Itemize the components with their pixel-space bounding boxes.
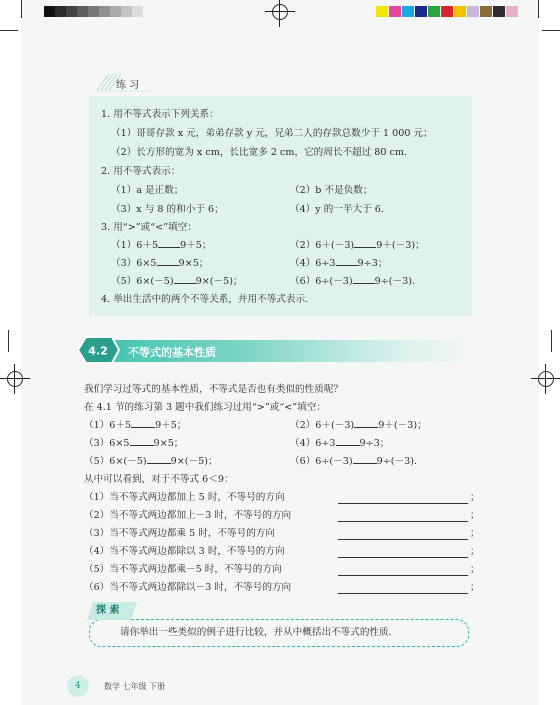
answer-blank-2[interactable]	[338, 521, 468, 522]
statement-3: （3）当不等式两边都乘 5 时，不等号的方向	[84, 528, 275, 539]
answer-blank-4[interactable]	[338, 557, 468, 558]
statement-5-end: ；	[470, 564, 480, 575]
exercise-heading: 练 习	[116, 80, 140, 91]
answer-blank-1[interactable]	[338, 503, 468, 504]
review-item-2: （2）6＋(－3) 9＋(－3)；	[290, 420, 427, 431]
crop-mark	[0, 30, 18, 31]
crop-mark	[551, 330, 552, 352]
color-swatch	[415, 6, 427, 17]
exercise-q3-3: （3）6×5 9×5；	[111, 258, 209, 269]
exercise-q4: 4. 举出生活中的两个不等关系，并用不等式表示.	[101, 294, 309, 305]
statement-3-end: ；	[470, 528, 480, 539]
statement-2-end: ；	[470, 510, 480, 521]
section-title: 不等式的基本性质	[128, 346, 216, 359]
gray-swatch	[110, 6, 121, 17]
intro-line-1: 我们学习过等式的基本性质，不等式是否也有类似的性质呢？	[84, 384, 344, 395]
color-swatch	[402, 6, 414, 17]
color-swatch	[376, 6, 388, 17]
color-swatch	[493, 6, 505, 17]
gray-swatch	[66, 6, 77, 17]
gray-swatch	[132, 6, 143, 17]
color-swatch	[480, 6, 492, 17]
crop-mark	[8, 330, 9, 352]
gray-swatch	[44, 6, 55, 17]
review-item-5: （5）6×(－5) 9×(－5)；	[84, 456, 218, 467]
exercise-q3-2: （2）6＋(－3) 9＋(－3)；	[290, 240, 425, 251]
exercise-q1: 1. 用不等式表示下列关系：	[101, 109, 219, 120]
statement-6: （6）当不等式两边都除以－3 时，不等号的方向	[84, 582, 292, 593]
explore-text: 请你举出一些类似的例子进行比较，并从中概括出不等式的性质.	[120, 627, 392, 638]
gray-swatch	[99, 6, 110, 17]
observe-line: 从中可以看到，对于不等式 6＜9：	[84, 474, 234, 485]
registration-mark-icon	[535, 368, 557, 390]
explore-tag: 探 索	[96, 605, 120, 616]
crop-mark	[21, 0, 22, 18]
crop-mark	[538, 0, 539, 18]
exercise-q1b: （2）长方形的宽为 x cm，长比宽多 2 cm，它的周长不超过 80 cm.	[111, 147, 408, 158]
book-title: 数学 七年级 下册	[104, 682, 166, 691]
section-number: 4.2	[88, 344, 108, 358]
exercise-q2-3: （3）x 与 8 的和小于 6；	[111, 204, 224, 215]
statement-1-end: ；	[470, 492, 480, 503]
review-item-1: （1）6＋5 9＋5；	[84, 420, 187, 431]
color-swatch	[389, 6, 401, 17]
crop-mark	[542, 30, 560, 31]
color-swatch	[441, 6, 453, 17]
color-swatch	[454, 6, 466, 17]
exercise-q2-4: （4）y 的一半大于 6.	[290, 204, 384, 215]
statement-5: （5）当不等式两边都乘－5 时，不等号的方向	[84, 564, 282, 575]
exercise-q2: 2. 用不等式表示：	[101, 166, 181, 177]
intro-line-2: 在 4.1 节的练习第 3 题中我们练习过用“>”或“<”填空：	[84, 402, 326, 413]
statement-1: （1）当不等式两边都加上 5 时，不等号的方向	[84, 492, 285, 503]
statement-4-end: ；	[470, 546, 480, 557]
statement-4: （4）当不等式两边都除以 3 时，不等号的方向	[84, 546, 285, 557]
exercise-q3-5: （5）6×(－5) 9×(－5)；	[111, 276, 243, 287]
registration-mark-icon	[269, 1, 291, 23]
review-item-4: （4）6÷3 9÷3；	[290, 438, 390, 449]
color-swatch	[467, 6, 479, 17]
review-item-6: （6）6÷(－3) 9÷(－3).	[290, 456, 418, 467]
review-item-3: （3）6×5 9×5；	[84, 438, 184, 449]
registration-mark-icon	[4, 368, 26, 390]
answer-blank-3[interactable]	[338, 539, 468, 540]
section-number-badge	[74, 335, 120, 365]
gray-swatch	[55, 6, 66, 17]
exercise-q3-1: （1）6＋5 9＋5；	[111, 240, 212, 251]
statement-6-end: ；	[470, 582, 480, 593]
exercise-q1a: （1）哥哥存款 x 元，弟弟存款 y 元，兄弟二人的存款总数少于 1 000 元；	[111, 128, 433, 139]
answer-blank-5[interactable]	[338, 575, 468, 576]
gray-swatch	[88, 6, 99, 17]
color-swatch	[428, 6, 440, 17]
color-swatch	[506, 6, 518, 17]
page-number: 4	[75, 681, 81, 691]
exercise-q2-1: （1）a 是正数；	[111, 185, 184, 196]
answer-blank-6[interactable]	[338, 593, 468, 594]
exercise-q3-4: （4）6÷3 9÷3；	[290, 258, 388, 269]
gray-swatch	[77, 6, 88, 17]
exercise-q3: 3. 用“>”或“<”填空：	[101, 222, 197, 233]
gray-swatch	[121, 6, 132, 17]
statement-2: （2）当不等式两边都加上－3 时，不等号的方向	[84, 510, 292, 521]
exercise-q3-6: （6）6÷(－3) 9÷(－3).	[290, 276, 416, 287]
exercise-q2-2: （2）b 不是负数；	[290, 185, 373, 196]
